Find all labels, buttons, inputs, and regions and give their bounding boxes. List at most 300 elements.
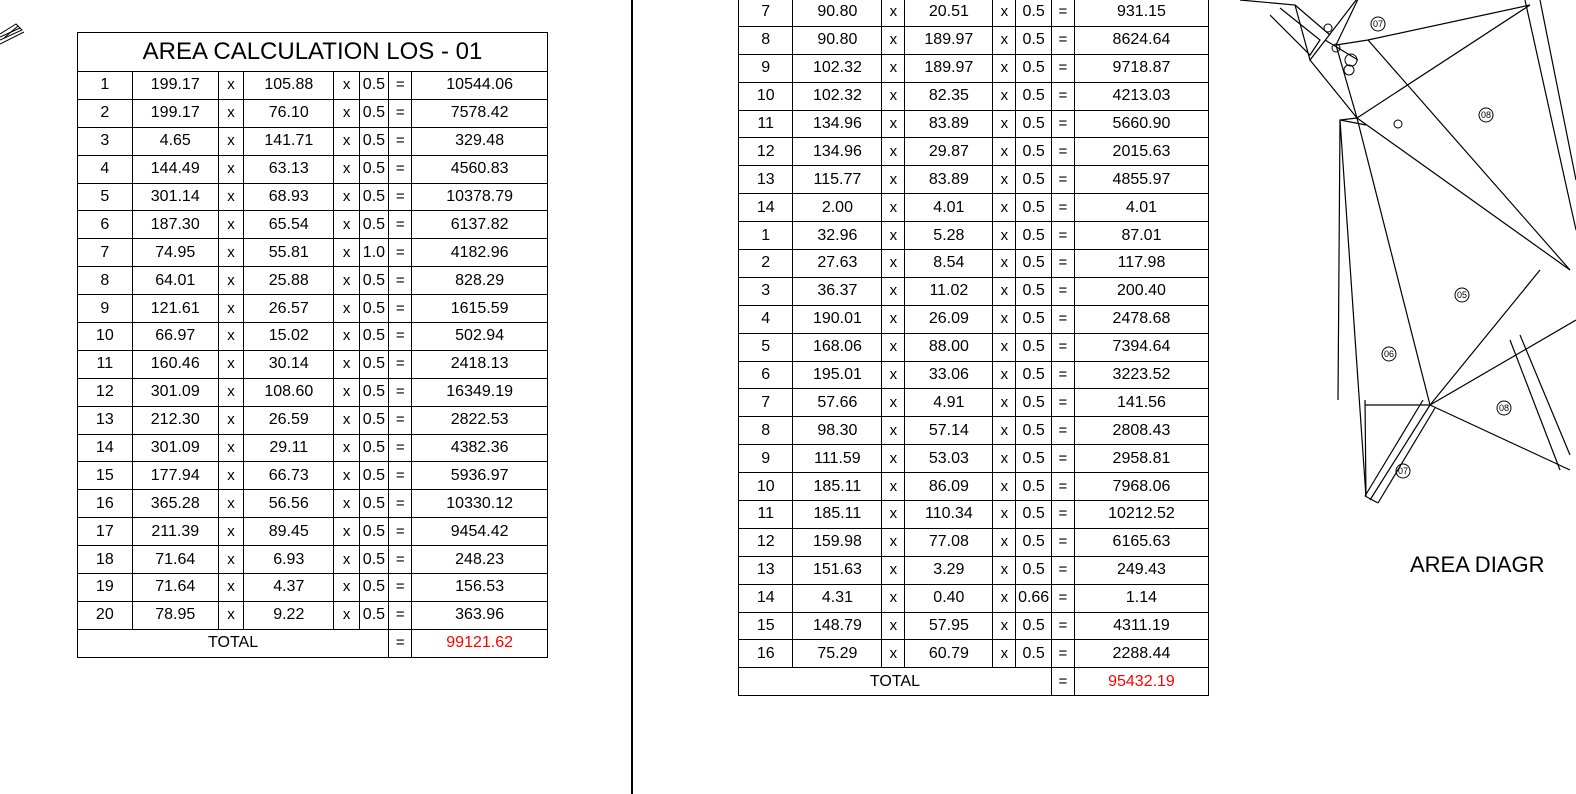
length-a: 195.01 xyxy=(793,361,882,389)
row-number: 1 xyxy=(739,222,793,250)
length-a: 90.80 xyxy=(793,26,882,54)
length-a: 71.64 xyxy=(132,546,218,574)
table-row xyxy=(78,155,548,183)
multiply-sign: x xyxy=(882,0,905,26)
length-a: 160.46 xyxy=(132,350,218,378)
length-b: 25.88 xyxy=(244,267,334,295)
multiply-sign: x xyxy=(882,222,905,250)
multiply-sign: x xyxy=(334,546,359,574)
multiply-sign: x xyxy=(334,183,359,211)
equals-sign: = xyxy=(1051,26,1074,54)
length-b: 60.79 xyxy=(905,640,993,668)
length-b: 26.57 xyxy=(244,295,334,323)
multiply-sign: x xyxy=(218,406,243,434)
row-number: 16 xyxy=(739,640,793,668)
area-value: 2958.81 xyxy=(1074,445,1208,473)
multiply-sign: x xyxy=(218,99,243,127)
equals-sign: = xyxy=(1051,166,1074,194)
length-a: 185.11 xyxy=(793,501,882,529)
factor: 0.5 xyxy=(1016,110,1052,138)
length-b: 29.87 xyxy=(905,138,993,166)
table-row xyxy=(78,323,548,351)
factor: 0.5 xyxy=(359,211,388,239)
table-row xyxy=(739,277,1209,305)
row-number: 8 xyxy=(739,417,793,445)
length-b: 20.51 xyxy=(905,0,993,26)
length-b: 6.93 xyxy=(244,546,334,574)
equals-sign: = xyxy=(389,434,412,462)
area-value: 4182.96 xyxy=(412,239,548,267)
factor: 0.5 xyxy=(359,127,388,155)
row-number: 3 xyxy=(78,127,133,155)
area-value: 5936.97 xyxy=(412,462,548,490)
total-value: 95432.19 xyxy=(1074,668,1208,696)
equals-sign: = xyxy=(1051,668,1074,696)
factor: 0.5 xyxy=(1016,473,1052,501)
length-a: 98.30 xyxy=(793,417,882,445)
factor: 0.5 xyxy=(359,601,388,629)
length-a: 4.65 xyxy=(132,127,218,155)
length-b: 11.02 xyxy=(905,277,993,305)
multiply-sign: x xyxy=(334,490,359,518)
length-b: 89.45 xyxy=(244,518,334,546)
area-value: 141.56 xyxy=(1074,389,1208,417)
length-b: 83.89 xyxy=(905,110,993,138)
multiply-sign: x xyxy=(993,166,1016,194)
multiply-sign: x xyxy=(882,110,905,138)
equals-sign: = xyxy=(1051,54,1074,82)
table-row xyxy=(739,612,1209,640)
total-label: TOTAL xyxy=(739,668,1052,696)
length-a: 111.59 xyxy=(793,445,882,473)
multiply-sign: x xyxy=(882,473,905,501)
multiply-sign: x xyxy=(993,473,1016,501)
multiply-sign: x xyxy=(882,26,905,54)
row-number: 6 xyxy=(78,211,133,239)
row-number: 12 xyxy=(739,528,793,556)
length-a: 134.96 xyxy=(793,110,882,138)
table-row xyxy=(78,127,548,155)
row-number: 5 xyxy=(739,333,793,361)
multiply-sign: x xyxy=(993,501,1016,529)
multiply-sign: x xyxy=(993,445,1016,473)
length-a: 187.30 xyxy=(132,211,218,239)
row-number: 10 xyxy=(739,473,793,501)
row-number: 12 xyxy=(78,378,133,406)
table-row xyxy=(78,518,548,546)
multiply-sign: x xyxy=(882,612,905,640)
equals-sign: = xyxy=(1051,110,1074,138)
diagram-edge xyxy=(1430,405,1570,470)
table-row xyxy=(739,82,1209,110)
multiply-sign: x xyxy=(334,127,359,155)
length-a: 365.28 xyxy=(132,490,218,518)
table-row xyxy=(78,72,548,100)
row-number: 8 xyxy=(78,267,133,295)
table-row xyxy=(78,406,548,434)
equals-sign: = xyxy=(1051,528,1074,556)
row-number: 16 xyxy=(78,490,133,518)
equals-sign: = xyxy=(1051,501,1074,529)
row-number: 14 xyxy=(78,434,133,462)
diagram-edge xyxy=(1510,340,1560,470)
multiply-sign: x xyxy=(882,501,905,529)
area-value: 6137.82 xyxy=(412,211,548,239)
table-row xyxy=(78,490,548,518)
length-b: 108.60 xyxy=(244,378,334,406)
factor: 0.5 xyxy=(1016,54,1052,82)
row-number: 1 xyxy=(78,72,133,100)
area-value: 2015.63 xyxy=(1074,138,1208,166)
factor: 0.5 xyxy=(1016,333,1052,361)
factor: 0.5 xyxy=(359,183,388,211)
diagram-marker xyxy=(1394,120,1402,128)
diagram-label: 06 xyxy=(1383,349,1395,359)
area-value: 200.40 xyxy=(1074,277,1208,305)
factor: 1.0 xyxy=(359,239,388,267)
length-a: 64.01 xyxy=(132,267,218,295)
equals-sign: = xyxy=(1051,333,1074,361)
length-b: 4.01 xyxy=(905,194,993,222)
length-b: 65.54 xyxy=(244,211,334,239)
factor: 0.5 xyxy=(1016,26,1052,54)
factor: 0.5 xyxy=(1016,194,1052,222)
equals-sign: = xyxy=(1051,138,1074,166)
multiply-sign: x xyxy=(993,194,1016,222)
equals-sign: = xyxy=(389,155,412,183)
length-a: 57.66 xyxy=(793,389,882,417)
multiply-sign: x xyxy=(882,445,905,473)
table-row xyxy=(739,417,1209,445)
factor: 0.5 xyxy=(1016,250,1052,278)
factor: 0.5 xyxy=(359,295,388,323)
total-label: TOTAL xyxy=(78,629,389,657)
multiply-sign: x xyxy=(334,267,359,295)
equals-sign: = xyxy=(1051,417,1074,445)
row-number: 8 xyxy=(739,26,793,54)
equals-sign: = xyxy=(389,406,412,434)
length-b: 110.34 xyxy=(905,501,993,529)
multiply-sign: x xyxy=(218,295,243,323)
row-number: 2 xyxy=(739,250,793,278)
multiply-sign: x xyxy=(334,155,359,183)
multiply-sign: x xyxy=(882,640,905,668)
area-value: 9718.87 xyxy=(1074,54,1208,82)
factor: 0.5 xyxy=(1016,612,1052,640)
row-number: 7 xyxy=(78,239,133,267)
equals-sign: = xyxy=(1051,361,1074,389)
factor: 0.5 xyxy=(1016,389,1052,417)
factor: 0.5 xyxy=(359,72,388,100)
row-number: 18 xyxy=(78,546,133,574)
area-value: 2478.68 xyxy=(1074,305,1208,333)
factor: 0.66 xyxy=(1016,584,1052,612)
diagram-edge xyxy=(1357,118,1570,270)
area-value: 6165.63 xyxy=(1074,528,1208,556)
area-value: 5660.90 xyxy=(1074,110,1208,138)
multiply-sign: x xyxy=(993,612,1016,640)
equals-sign: = xyxy=(389,518,412,546)
multiply-sign: x xyxy=(993,389,1016,417)
multiply-sign: x xyxy=(334,518,359,546)
area-value: 502.94 xyxy=(412,323,548,351)
equals-sign: = xyxy=(1051,612,1074,640)
factor: 0.5 xyxy=(1016,361,1052,389)
area-value: 156.53 xyxy=(412,574,548,602)
area-value: 249.43 xyxy=(1074,556,1208,584)
length-b: 189.97 xyxy=(905,54,993,82)
length-a: 71.64 xyxy=(132,574,218,602)
row-number: 13 xyxy=(739,166,793,194)
area-value: 1.14 xyxy=(1074,584,1208,612)
length-a: 74.95 xyxy=(132,239,218,267)
length-a: 27.63 xyxy=(793,250,882,278)
multiply-sign: x xyxy=(218,72,243,100)
factor: 0.5 xyxy=(359,323,388,351)
equals-sign: = xyxy=(389,183,412,211)
length-a: 144.49 xyxy=(132,155,218,183)
equals-sign: = xyxy=(1051,584,1074,612)
length-a: 115.77 xyxy=(793,166,882,194)
length-a: 301.14 xyxy=(132,183,218,211)
factor: 0.5 xyxy=(1016,0,1052,26)
factor: 0.5 xyxy=(1016,138,1052,166)
total-row xyxy=(78,629,548,657)
row-number: 20 xyxy=(78,601,133,629)
table-row xyxy=(739,640,1209,668)
table-title-row xyxy=(78,33,548,72)
equals-sign: = xyxy=(389,574,412,602)
multiply-sign: x xyxy=(334,378,359,406)
length-a: 148.79 xyxy=(793,612,882,640)
multiply-sign: x xyxy=(882,277,905,305)
factor: 0.5 xyxy=(359,155,388,183)
table-title: AREA CALCULATION LOS - 01 xyxy=(78,33,548,72)
factor: 0.5 xyxy=(1016,305,1052,333)
multiply-sign: x xyxy=(882,194,905,222)
multiply-sign: x xyxy=(218,350,243,378)
multiply-sign: x xyxy=(882,584,905,612)
sheet-divider-line xyxy=(631,0,633,794)
factor: 0.5 xyxy=(359,434,388,462)
equals-sign: = xyxy=(1051,556,1074,584)
factor: 0.5 xyxy=(359,490,388,518)
area-value: 2418.13 xyxy=(412,350,548,378)
multiply-sign: x xyxy=(218,267,243,295)
length-b: 63.13 xyxy=(244,155,334,183)
area-value: 3223.52 xyxy=(1074,361,1208,389)
multiply-sign: x xyxy=(993,277,1016,305)
equals-sign: = xyxy=(389,546,412,574)
multiply-sign: x xyxy=(218,490,243,518)
length-b: 9.22 xyxy=(244,601,334,629)
diagram-label: 08 xyxy=(1498,403,1510,413)
multiply-sign: x xyxy=(334,574,359,602)
row-number: 13 xyxy=(78,406,133,434)
row-number: 2 xyxy=(78,99,133,127)
equals-sign: = xyxy=(1051,473,1074,501)
diagram-edge xyxy=(1520,335,1570,455)
area-value: 828.29 xyxy=(412,267,548,295)
diagram-edge xyxy=(1378,408,1435,503)
table-row xyxy=(739,445,1209,473)
multiply-sign: x xyxy=(882,54,905,82)
area-value: 4560.83 xyxy=(412,155,548,183)
equals-sign: = xyxy=(389,629,412,657)
equals-sign: = xyxy=(389,211,412,239)
factor: 0.5 xyxy=(1016,82,1052,110)
multiply-sign: x xyxy=(993,54,1016,82)
row-number: 3 xyxy=(739,277,793,305)
row-number: 14 xyxy=(739,194,793,222)
multiply-sign: x xyxy=(218,155,243,183)
equals-sign: = xyxy=(389,378,412,406)
factor: 0.5 xyxy=(359,378,388,406)
area-value: 117.98 xyxy=(1074,250,1208,278)
table-row xyxy=(739,222,1209,250)
factor: 0.5 xyxy=(359,99,388,127)
length-b: 4.37 xyxy=(244,574,334,602)
row-number: 15 xyxy=(739,612,793,640)
length-b: 68.93 xyxy=(244,183,334,211)
factor: 0.5 xyxy=(1016,222,1052,250)
table-row xyxy=(739,556,1209,584)
diagram-label: 08 xyxy=(1480,110,1492,120)
length-a: 78.95 xyxy=(132,601,218,629)
multiply-sign: x xyxy=(218,323,243,351)
diagram-edge xyxy=(1368,40,1570,270)
length-a: 121.61 xyxy=(132,295,218,323)
multiply-sign: x xyxy=(334,295,359,323)
row-number: 6 xyxy=(739,361,793,389)
area-value: 329.48 xyxy=(412,127,548,155)
length-a: 102.32 xyxy=(793,82,882,110)
equals-sign: = xyxy=(1051,445,1074,473)
equals-sign: = xyxy=(389,295,412,323)
area-value: 4.01 xyxy=(1074,194,1208,222)
row-number: 11 xyxy=(78,350,133,378)
table-row xyxy=(78,601,548,629)
multiply-sign: x xyxy=(993,26,1016,54)
area-value: 7578.42 xyxy=(412,99,548,127)
table-row xyxy=(78,99,548,127)
area-value: 248.23 xyxy=(412,546,548,574)
multiply-sign: x xyxy=(334,350,359,378)
length-b: 8.54 xyxy=(905,250,993,278)
equals-sign: = xyxy=(389,267,412,295)
multiply-sign: x xyxy=(882,333,905,361)
length-b: 53.03 xyxy=(905,445,993,473)
multiply-sign: x xyxy=(882,361,905,389)
multiply-sign: x xyxy=(993,584,1016,612)
multiply-sign: x xyxy=(882,389,905,417)
table-row xyxy=(739,361,1209,389)
length-b: 55.81 xyxy=(244,239,334,267)
table-row xyxy=(739,333,1209,361)
length-b: 77.08 xyxy=(905,528,993,556)
table-row xyxy=(78,239,548,267)
length-b: 66.73 xyxy=(244,462,334,490)
length-a: 90.80 xyxy=(793,0,882,26)
multiply-sign: x xyxy=(993,417,1016,445)
multiply-sign: x xyxy=(218,127,243,155)
area-value: 2808.43 xyxy=(1074,417,1208,445)
row-number: 5 xyxy=(78,183,133,211)
multiply-sign: x xyxy=(218,462,243,490)
area-value: 4855.97 xyxy=(1074,166,1208,194)
table-row xyxy=(739,528,1209,556)
table-row xyxy=(78,546,548,574)
diagram-edge xyxy=(1430,320,1576,405)
row-number: 4 xyxy=(739,305,793,333)
equals-sign: = xyxy=(389,127,412,155)
diagram-edge xyxy=(1340,120,1366,125)
length-a: 168.06 xyxy=(793,333,882,361)
diagram-edge xyxy=(1338,120,1340,400)
multiply-sign: x xyxy=(993,361,1016,389)
table-row xyxy=(78,211,548,239)
row-number: 19 xyxy=(78,574,133,602)
multiply-sign: x xyxy=(882,250,905,278)
length-b: 57.95 xyxy=(905,612,993,640)
table-row xyxy=(739,26,1209,54)
length-b: 105.88 xyxy=(244,72,334,100)
length-a: 159.98 xyxy=(793,528,882,556)
equals-sign: = xyxy=(389,72,412,100)
length-b: 57.14 xyxy=(905,417,993,445)
factor: 0.5 xyxy=(1016,277,1052,305)
multiply-sign: x xyxy=(993,556,1016,584)
multiply-sign: x xyxy=(218,574,243,602)
row-number: 7 xyxy=(739,389,793,417)
row-number: 11 xyxy=(739,110,793,138)
table-row xyxy=(78,267,548,295)
length-a: 134.96 xyxy=(793,138,882,166)
multiply-sign: x xyxy=(882,528,905,556)
factor: 0.5 xyxy=(1016,166,1052,194)
equals-sign: = xyxy=(389,601,412,629)
length-b: 15.02 xyxy=(244,323,334,351)
multiply-sign: x xyxy=(882,556,905,584)
row-number: 14 xyxy=(739,584,793,612)
multiply-sign: x xyxy=(334,434,359,462)
equals-sign: = xyxy=(1051,250,1074,278)
table-row xyxy=(739,501,1209,529)
diagram-edge xyxy=(1525,0,1576,230)
row-number: 13 xyxy=(739,556,793,584)
multiply-sign: x xyxy=(882,305,905,333)
multiply-sign: x xyxy=(993,0,1016,26)
table-row xyxy=(739,138,1209,166)
equals-sign: = xyxy=(1051,389,1074,417)
factor: 0.5 xyxy=(1016,417,1052,445)
multiply-sign: x xyxy=(334,99,359,127)
length-b: 86.09 xyxy=(905,473,993,501)
area-value: 7968.06 xyxy=(1074,473,1208,501)
multiply-sign: x xyxy=(218,546,243,574)
total-value: 99121.62 xyxy=(412,629,548,657)
equals-sign: = xyxy=(389,350,412,378)
length-b: 141.71 xyxy=(244,127,334,155)
area-value: 363.96 xyxy=(412,601,548,629)
table-row xyxy=(78,434,548,462)
factor: 0.5 xyxy=(359,406,388,434)
length-b: 33.06 xyxy=(905,361,993,389)
equals-sign: = xyxy=(389,323,412,351)
equals-sign: = xyxy=(1051,640,1074,668)
diagram-edge xyxy=(1270,8,1320,55)
row-number: 11 xyxy=(739,501,793,529)
